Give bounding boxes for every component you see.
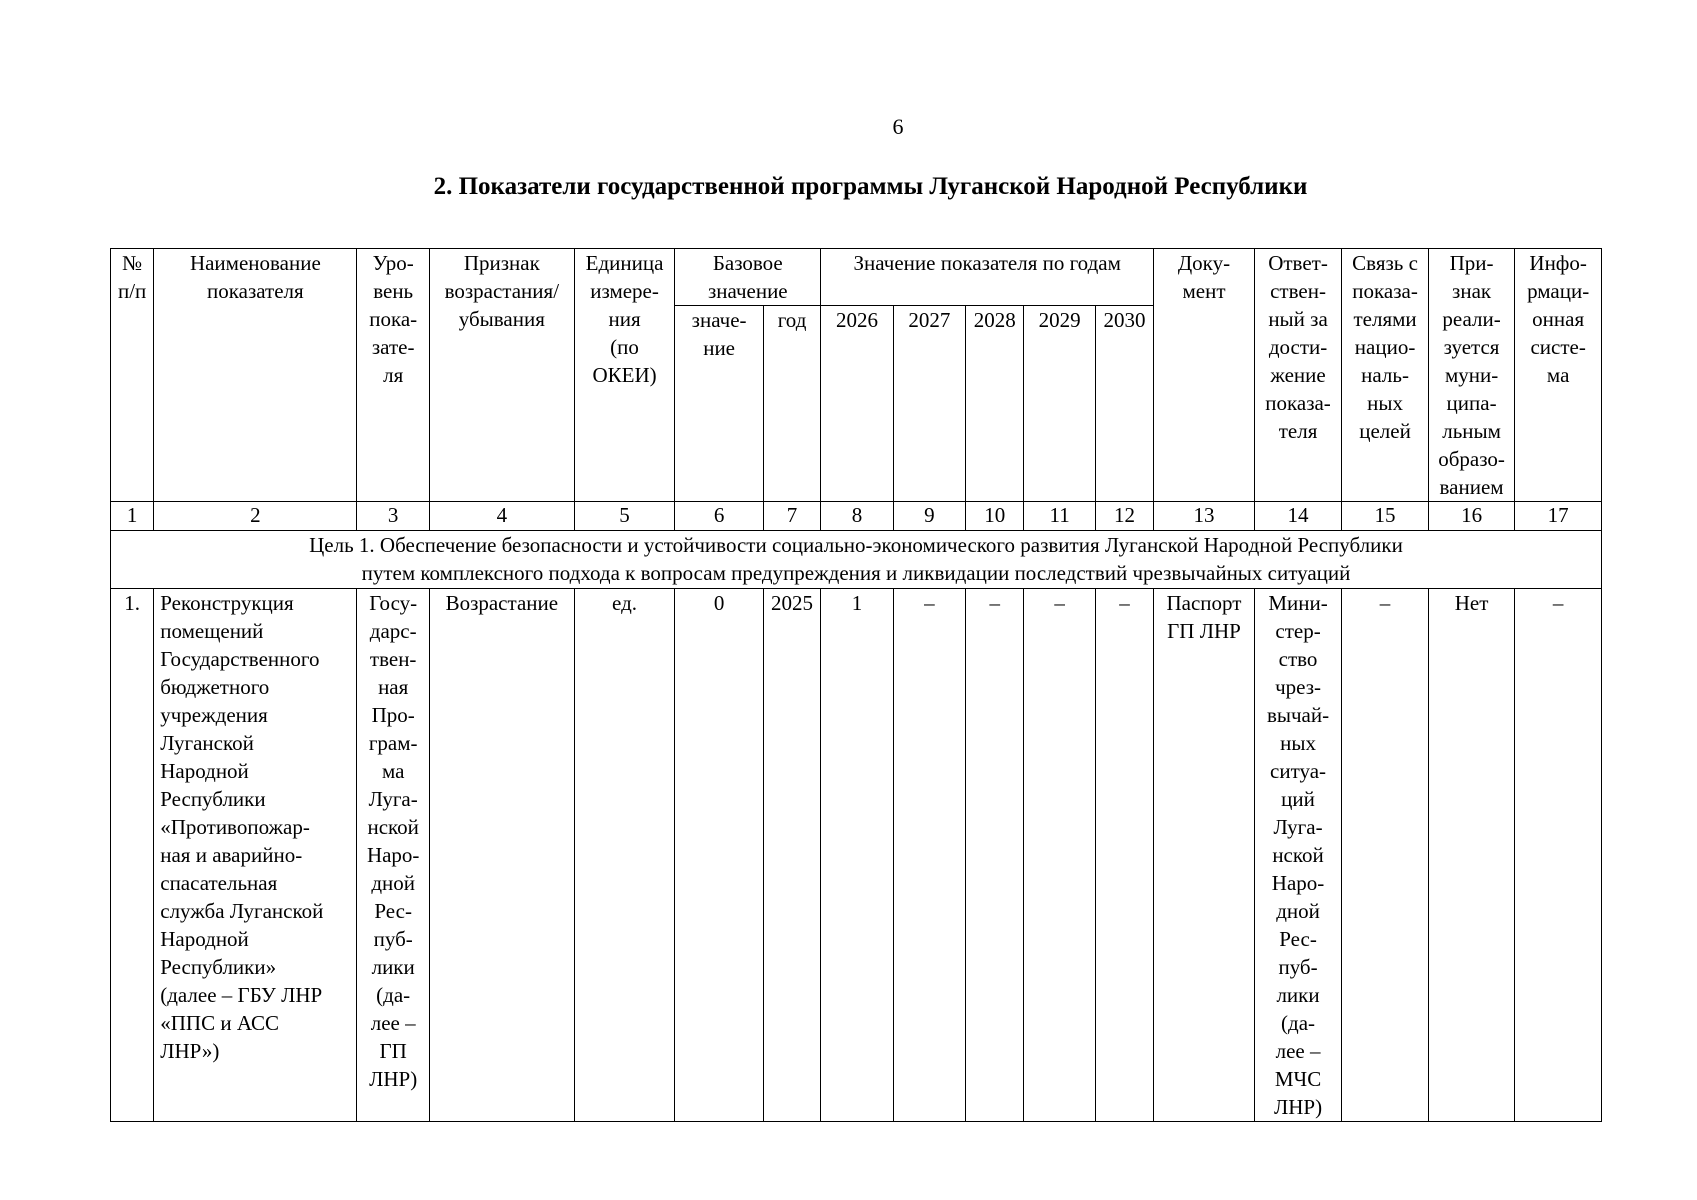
header-year-2028: 2028 (966, 306, 1024, 502)
base-year: 2025 (763, 589, 820, 1122)
indicators-table (110, 248, 1602, 1122)
column-number: 2 (154, 502, 357, 531)
goal-row (111, 531, 1602, 589)
column-number: 8 (821, 502, 893, 531)
header-year-2027: 2027 (893, 306, 965, 502)
national-goals-link: – (1342, 589, 1429, 1122)
column-number: 6 (675, 502, 764, 531)
column-number: 9 (893, 502, 965, 531)
indicator-level: Госу- дарс- твен- ная Про- грам- ма Луга- нской Наро- дной Рес- пуб- лики (да- лее – ГП ЛНР) (357, 589, 429, 1122)
header-base-value: Базовое значение (675, 249, 821, 306)
value-2030: – (1095, 589, 1153, 1122)
header-municipal-sign: При- знак реали- зуется муни- ципа- льным образо- ванием (1428, 249, 1515, 502)
column-number: 14 (1254, 502, 1342, 531)
column-number: 4 (429, 502, 574, 531)
column-number: 11 (1024, 502, 1095, 531)
header-information-system: Инфо- рмаци- онная систе- ма (1515, 249, 1602, 502)
value-2029: – (1024, 589, 1095, 1122)
header-responsible: Ответ- ствен- ный за дости- жение показа- теля (1254, 249, 1342, 502)
header-year-2030: 2030 (1095, 306, 1153, 502)
header-values-by-year: Значение показателя по годам (821, 249, 1154, 306)
unit: ед. (574, 589, 675, 1122)
header-year-2026: 2026 (821, 306, 893, 502)
base-value: 0 (675, 589, 764, 1122)
row-number: 1. (111, 589, 154, 1122)
column-number: 3 (357, 502, 429, 531)
column-number: 17 (1515, 502, 1602, 531)
header-document: Доку- мент (1154, 249, 1255, 502)
header-number: № п/п (111, 249, 154, 502)
page-number: 6 (892, 114, 904, 139)
column-numbers-row (111, 502, 1602, 531)
value-2028: – (966, 589, 1024, 1122)
header-indicator-name: Наименование показателя (154, 249, 357, 502)
column-number: 16 (1428, 502, 1515, 531)
column-number: 5 (574, 502, 675, 531)
header-unit: Единица измере- ния (по ОКЕИ) (574, 249, 675, 502)
header-indicator-level: Уро- вень пока- зате- ля (357, 249, 429, 502)
header-national-goals-link: Связь с показа- телями нацио- наль- ных целей (1342, 249, 1429, 502)
column-number: 12 (1095, 502, 1153, 531)
column-number: 15 (1342, 502, 1429, 531)
header-row-1 (111, 249, 1602, 306)
information-system: – (1515, 589, 1602, 1122)
document: Паспорт ГП ЛНР (1154, 589, 1255, 1122)
column-number: 7 (763, 502, 820, 531)
table-row (111, 589, 1602, 1122)
goal-text: Цель 1. Обеспечение безопасности и устойчивости социально-экономического развития Луганской Народной Республики путем комплексного подхода к вопросам предупреждения и ликвидации последствий чрезвычайных ситуаций (111, 531, 1602, 589)
column-number: 1 (111, 502, 154, 531)
column-number: 13 (1154, 502, 1255, 531)
indicator-name: Реконструкция помещений Государственного бюджетного учреждения Луганской Народной Республики «Противопожар- ная и аварийно- спасательная служба Луганской Народной Республики» (далее – ГБУ ЛНР «ППС и АСС ЛНР») (154, 589, 357, 1122)
column-number: 10 (966, 502, 1024, 531)
growth-sign: Возрастание (429, 589, 574, 1122)
header-year-2029: 2029 (1024, 306, 1095, 502)
municipal-sign: Нет (1428, 589, 1515, 1122)
responsible: Мини- стер- ство чрез- вычай- ных ситуа- ций Луга- нской Наро- дной Рес- пуб- лики (да- лее – МЧС ЛНР) (1254, 589, 1342, 1122)
header-base-value-value: значе- ние (675, 306, 764, 502)
header-base-value-year: год (763, 306, 820, 502)
header-growth-sign: Признак возрастания/ убывания (429, 249, 574, 502)
value-2026: 1 (821, 589, 893, 1122)
value-2027: – (893, 589, 965, 1122)
page-title: 2. Показатели государственной программы Луганской Народной Республики (433, 173, 1308, 200)
